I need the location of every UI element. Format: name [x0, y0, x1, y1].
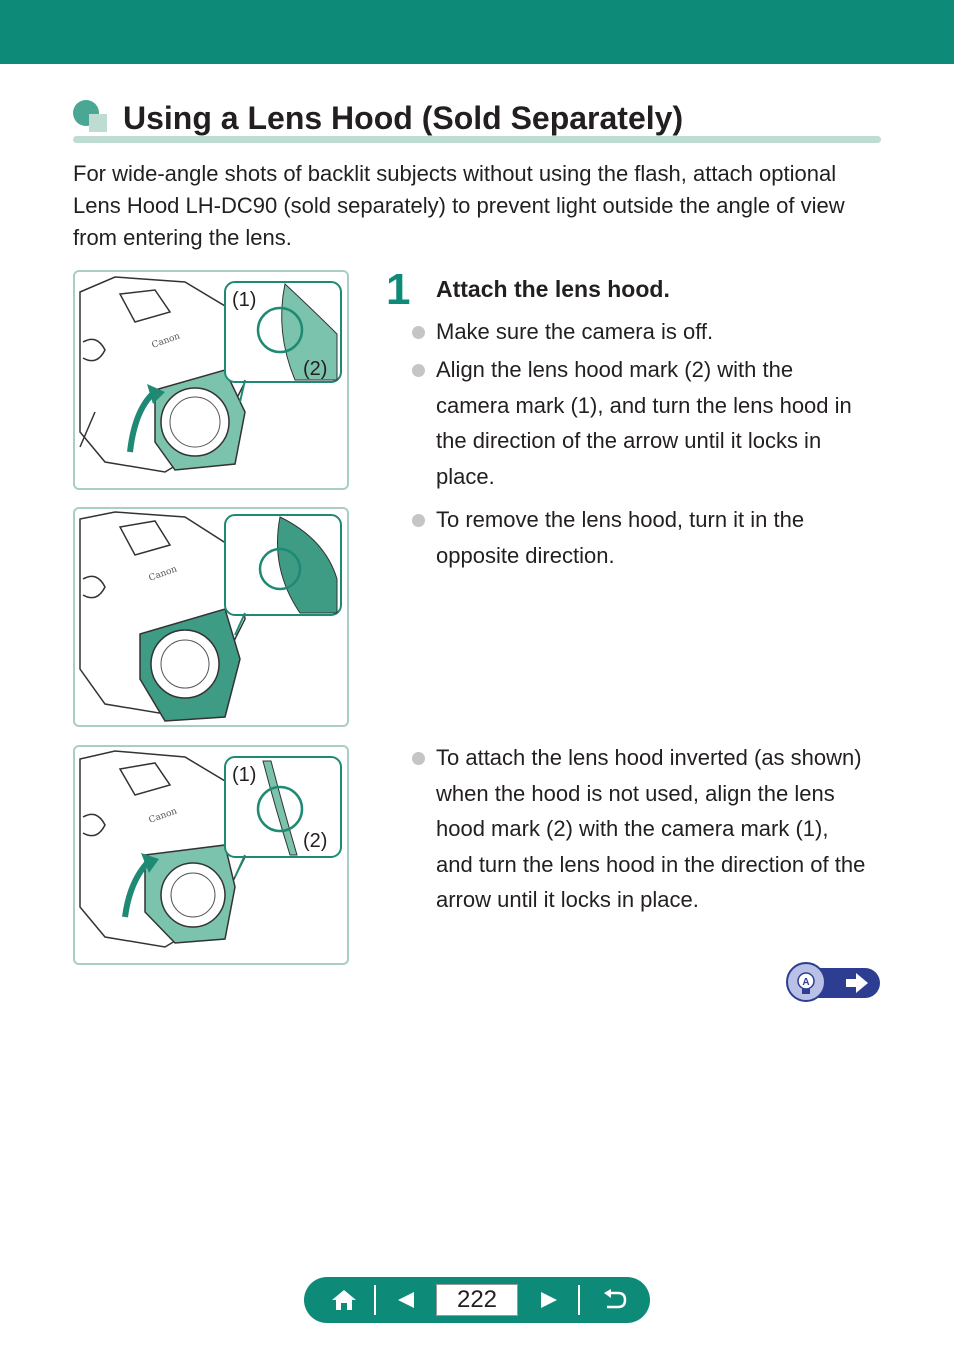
next-page-button[interactable]: [529, 1277, 569, 1323]
figure-hood-inverted: [73, 745, 349, 965]
figure-attach-hood: [73, 270, 349, 490]
list-item: Make sure the camera is off.: [410, 314, 870, 350]
section-heading: [73, 96, 881, 146]
step-number: 1: [386, 265, 411, 314]
hood-mark-label: (2): [303, 358, 328, 380]
brand-text: Canon: [150, 331, 182, 351]
hood-mark-label: (2): [303, 830, 328, 852]
intro-paragraph: For wide-angle shots of backlit subjects without using the flash, attach optional Lens Hood LH-DC90 (sold separately) to prevent light outside the angle of view from entering the lens.: [73, 161, 845, 250]
figure-hood-attached: [73, 507, 349, 727]
brand-text: Canon: [147, 564, 179, 584]
bullet-dot-icon: [412, 752, 425, 765]
lightbulb-icon: [786, 962, 826, 1002]
return-icon: [601, 1289, 627, 1311]
brand-text: Canon: [147, 806, 179, 826]
camera-mark-label: (1): [232, 764, 257, 786]
bullet-dot-icon: [412, 364, 425, 377]
heading-underline: [73, 136, 881, 143]
bullet-dot-icon: [412, 514, 425, 527]
list-item: To attach the lens hood inverted (as shown) when the hood is not used, align the lens hood mark (2) with the camera mark (1), and turn the lens hood in the direction of the arrow until it locks in place.: [410, 740, 870, 918]
page-number: 222: [436, 1284, 518, 1316]
heading-bullet-square: [89, 114, 107, 132]
camera-hood-illustration-2: [75, 509, 347, 725]
nav-separator: [374, 1285, 376, 1315]
top-banner: [0, 0, 954, 64]
prev-page-icon: [396, 1291, 416, 1309]
camera-hood-illustration-3: [75, 747, 347, 963]
step-title: Attach the lens hood.: [436, 276, 670, 302]
list-item: To remove the lens hood, turn it in the opposite direction.: [410, 502, 870, 573]
hint-link[interactable]: [786, 960, 882, 1006]
page-navigation-bar: [304, 1277, 650, 1323]
prev-page-button[interactable]: [386, 1277, 426, 1323]
home-button[interactable]: [324, 1277, 364, 1323]
camera-hood-illustration-1: [75, 272, 347, 488]
list-item: Align the lens hood mark (2) with the camera mark (1), and turn the lens hood in the direction of the arrow until it locks in place.: [410, 352, 870, 494]
svg-text:A: A: [802, 977, 810, 988]
camera-mark-label: (1): [232, 289, 257, 311]
next-page-icon: [539, 1291, 559, 1309]
return-button[interactable]: [592, 1277, 636, 1323]
page-title: Using a Lens Hood (Sold Separately): [123, 100, 684, 136]
nav-separator: [578, 1285, 580, 1315]
bullet-dot-icon: [412, 326, 425, 339]
home-icon: [331, 1288, 357, 1312]
